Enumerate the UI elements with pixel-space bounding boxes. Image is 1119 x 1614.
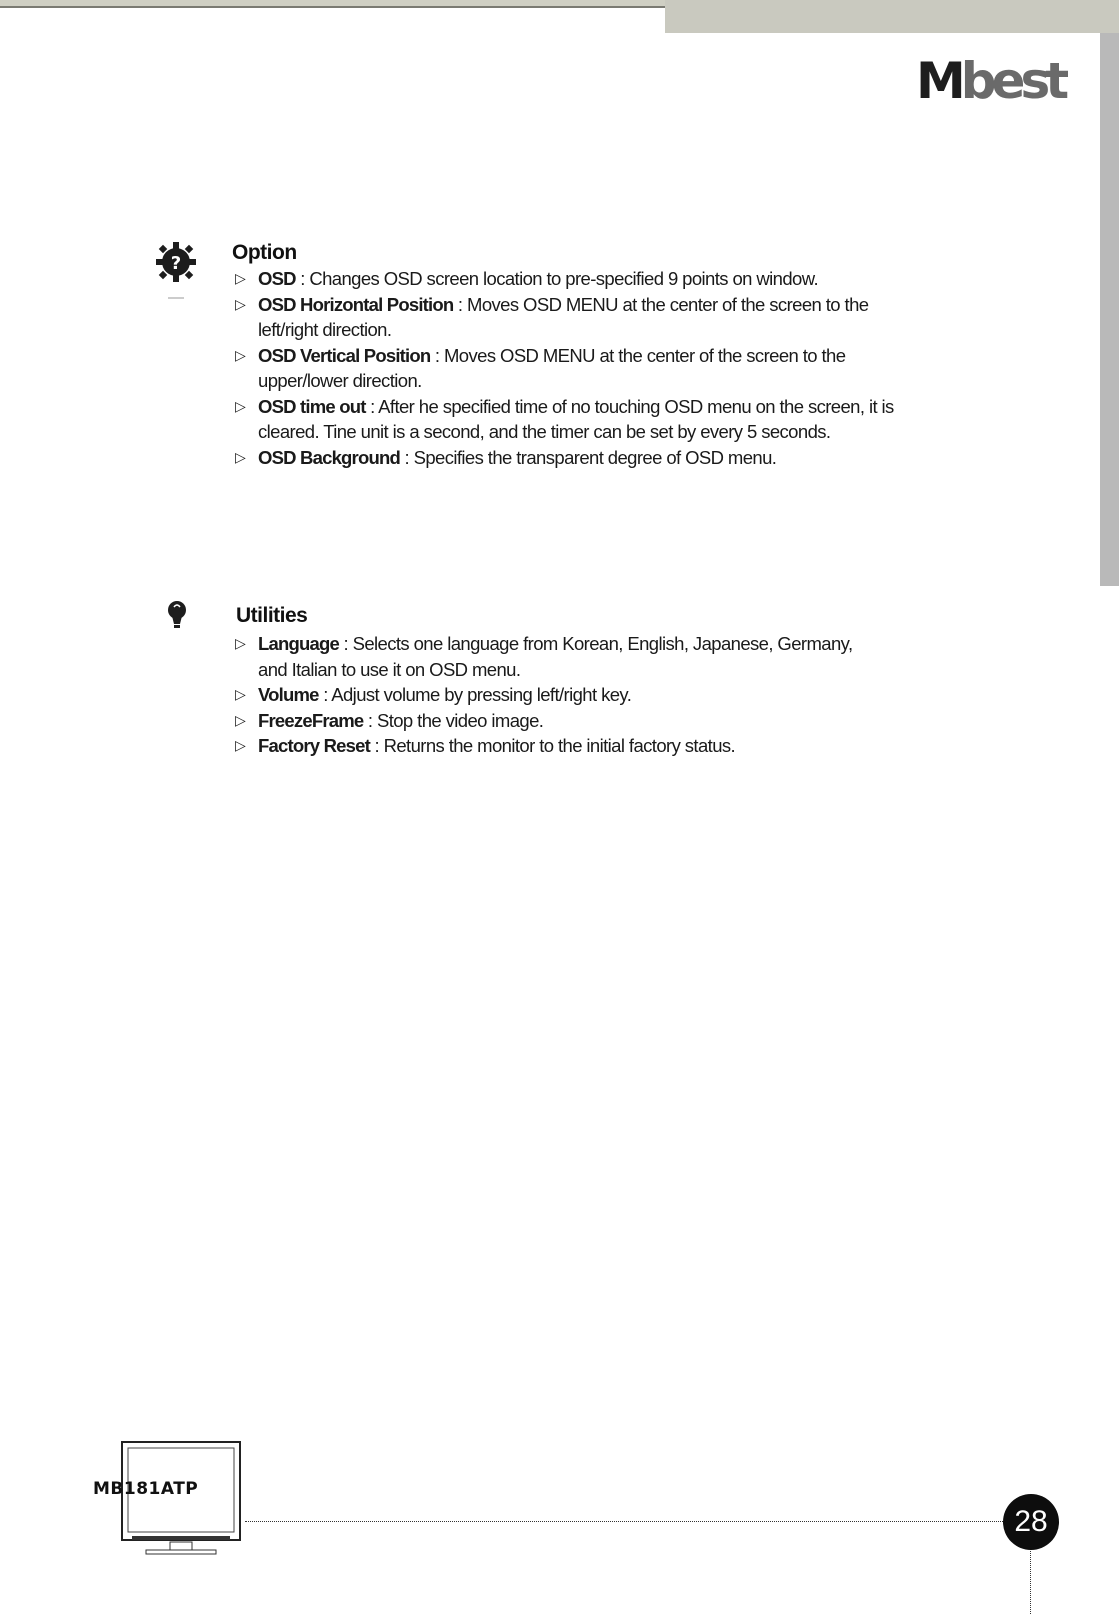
- item-desc: : Adjust volume by pressing left/right key.: [318, 684, 632, 705]
- item-desc: : After he specified time of no touching OSD menu on the screen, it is cleared. Tine unit is a second, and the timer can be set by every 5 seconds.: [258, 395, 894, 442]
- item-term: Volume: [258, 684, 319, 705]
- footer-dotted-line: [245, 1521, 1005, 1522]
- side-bar: [1100, 33, 1119, 586]
- item-term: Factory Reset: [258, 735, 370, 756]
- list-item: ▷ Volume : Adjust volume by pressing left/right key.: [235, 684, 632, 705]
- svg-text:?: ?: [170, 253, 182, 274]
- item-term: OSD Horizontal Position: [258, 293, 454, 315]
- item-term: OSD Background: [258, 446, 400, 468]
- item-term: FreezeFrame: [258, 709, 364, 731]
- list-item: ▷ Language : Selects one language from Korean, English, Japanese, Germany, and Italian to use it on OSD menu.: [235, 633, 853, 680]
- list-item: ▷ OSD Vertical Position : Moves OSD MENU at the center of the screen to the upper/lower direction.: [235, 344, 846, 391]
- item-desc: : Selects one language from Korean, English, Japanese, Germany, and Italian to use it on OSD menu.: [258, 633, 853, 680]
- list-item: ▷ OSD Horizontal Position : Moves OSD MENU at the center of the screen to the left/right direction.: [235, 293, 869, 340]
- header-tab: [665, 0, 1119, 33]
- page-number: 28: [1003, 1494, 1059, 1550]
- utilities-list: [235, 631, 875, 759]
- model-label: MB181ATP: [93, 1479, 199, 1499]
- list-item: ▷ OSD Background : Specifies the transparent degree of OSD menu.: [235, 446, 777, 468]
- option-list: [235, 266, 925, 470]
- list-item: ▷ FreezeFrame : Stop the video image.: [235, 709, 544, 731]
- logo-rest: best: [960, 52, 1065, 110]
- item-term: Language: [258, 633, 339, 654]
- top-rule: [0, 0, 665, 10]
- item-desc: : Returns the monitor to the initial factory status.: [369, 735, 736, 756]
- section-title-utilities: Utilities: [236, 604, 308, 627]
- item-desc: : Stop the video image.: [363, 709, 544, 731]
- list-item: ▷ OSD : Changes OSD screen location to pre-specified 9 points on window.: [235, 268, 819, 289]
- bulb-icon: [163, 600, 193, 640]
- item-desc: : Specifies the transparent degree of OSD menu.: [399, 446, 777, 468]
- section-title-option: Option: [232, 241, 297, 264]
- item-term: OSD time out: [258, 395, 366, 417]
- item-term: OSD Vertical Position: [258, 344, 431, 366]
- item-term: OSD: [258, 268, 296, 289]
- list-item: ▷ OSD time out : After he specified time of no touching OSD menu on the screen, it is cleared. Tine unit is a second, and the timer can be set by every 5 seconds.: [235, 395, 894, 442]
- item-desc: : Changes OSD screen location to pre-specified 9 points on window.: [295, 268, 819, 289]
- item-desc: : Moves OSD MENU at the center of the screen to the left/right direction.: [258, 293, 869, 340]
- brand-logo: [916, 52, 1065, 110]
- logo-m: M: [916, 52, 961, 110]
- item-desc: : Moves OSD MENU at the center of the screen to the upper/lower direction.: [258, 344, 846, 391]
- monitor-icon: [118, 1440, 243, 1562]
- list-item: ▷ Factory Reset : Returns the monitor to the initial factory status.: [235, 735, 736, 756]
- footer-dotted-vline: [1030, 1548, 1031, 1614]
- gear-question-icon: [154, 240, 198, 306]
